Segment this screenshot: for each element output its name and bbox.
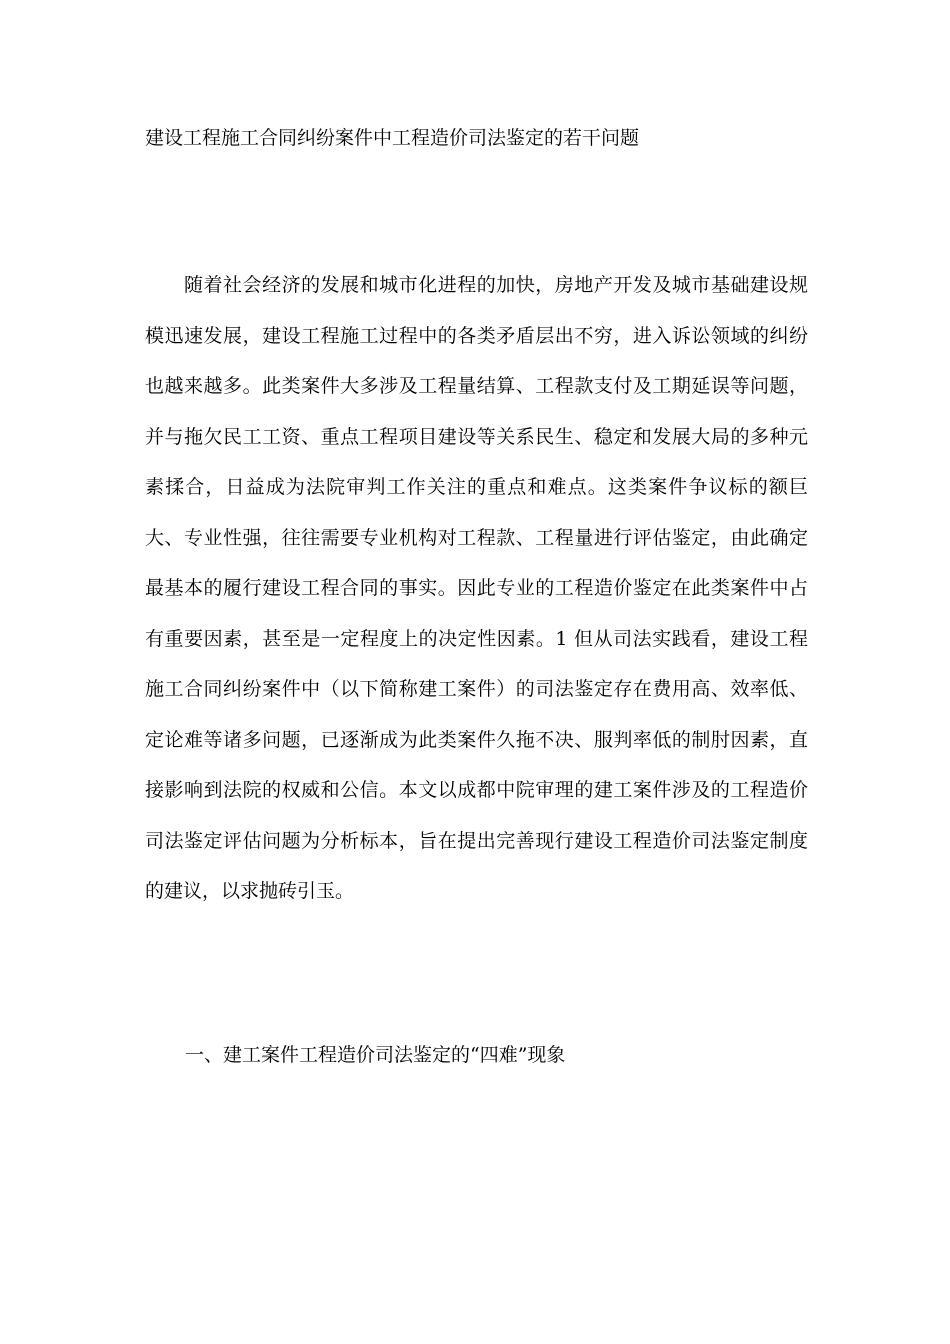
section-heading: 一、建工案件工程造价司法鉴定的“四难”现象 xyxy=(185,1044,566,1066)
body-paragraph: 随着社会经济的发展和城市化进程的加快，房地产开发及城市基础建设规模迅速发展，建设工程施工过程中的各类矛盾层出不穷，进入诉讼领域的纠纷也越来越多。此类案件大多涉及工程量结算、工程款支付及工期延误等问题，并与拖欠民工工资、重点工程项目建设等关系民生、稳定和发展大局的多种元素揉合，日益成为法院审判工作关注的重点和难点。这类案件争议标的额巨大、专业性强，往往需要专业机构对工程款、工程量进行评估鉴定，由此确定最基本的履行建设工程合同的事实。因此专业的工程造价鉴定在此类案件中占有重要因素，甚至是一定程度上的决定性因素。1 但从司法实践看，建设工程施工合同纠纷案件中（以下简称建工案件）的司法鉴定存在费用高、效率低、定论难等诸多问题，已逐渐成为此类案件久拖不决、服判率低的制肘因素，直接影响到法院的权威和公信。本文以成都中院审理的建工案件涉及的工程造价司法鉴定评估问题为分析标本，旨在提出完善现行建设工程造价司法鉴定制度的建议，以求抛砖引玉。 xyxy=(145,274,808,902)
document-title: 建设工程施工合同纠纷案件中工程造价司法鉴定的若干问题 xyxy=(145,127,640,149)
